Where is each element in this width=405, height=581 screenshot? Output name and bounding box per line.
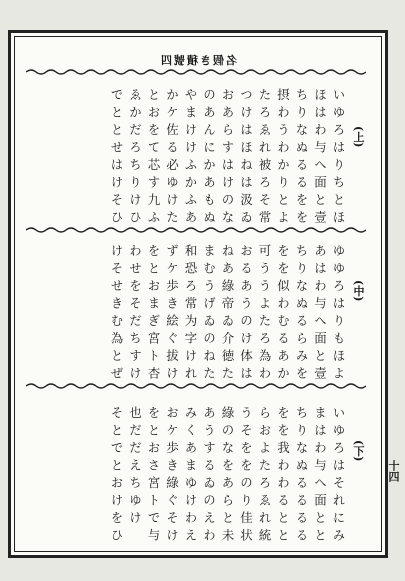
kana-column: つけはほねは汲ゐ xyxy=(238,88,254,228)
wavy-divider-top xyxy=(26,68,366,76)
kana-column: ちりなぬるらみを xyxy=(294,244,309,384)
kana-column: そとでとおけをひ xyxy=(109,406,124,546)
kana-column: まむうげゐのねた xyxy=(201,244,217,384)
kana-column: ちりなぬるるをを xyxy=(294,88,309,228)
kana-column: 綠のなをあらと未 xyxy=(220,406,235,546)
kana-column: 和恐ろ常为字けれ xyxy=(183,244,198,384)
kana-column: わせをそだちすけ xyxy=(127,244,143,384)
wavy-divider-middle xyxy=(26,226,366,234)
section-lower xyxy=(24,406,370,546)
kana-column: いゆろはそれにみ xyxy=(331,406,346,546)
section-upper xyxy=(24,88,370,248)
book-page xyxy=(8,30,388,558)
section-label: (上) xyxy=(352,126,365,148)
kana-column: あはわ与へ面と壹 xyxy=(312,244,328,384)
kana-column: 摂わうわかりとよ xyxy=(275,88,291,228)
kana-column: ちりなぬるるるる xyxy=(294,406,309,546)
kana-column: ずケ歩き絵ぐ拔け xyxy=(164,244,180,384)
kana-column: をとおさ宮トで与 xyxy=(146,406,161,546)
character-columns xyxy=(110,244,345,384)
kana-column: とおをて芯す九ふ xyxy=(146,88,161,228)
kana-column: ほはわ与へ面と壹 xyxy=(312,88,328,228)
kana-column: らおよたろゑれ統 xyxy=(257,406,272,546)
character-columns xyxy=(110,406,345,546)
kana-column: あうするゐのえわ xyxy=(201,406,217,546)
kana-column: ねあ綠帝ゐ介徳た xyxy=(220,244,235,384)
character-columns xyxy=(110,88,345,228)
kana-column: いゆろはりちとほ xyxy=(331,88,346,228)
kana-column: のあんにかあもぬ xyxy=(201,88,217,228)
section-middle xyxy=(24,244,370,394)
kana-column: をを我わわるとと xyxy=(275,406,291,546)
kana-column: おあらすはけのな xyxy=(220,88,235,228)
page-number: 十四 xyxy=(387,460,400,482)
kana-column: 可ううよたろ為わ xyxy=(257,244,272,384)
wavy-divider-lower xyxy=(26,382,366,390)
kana-column: けそせきむ為とぜ xyxy=(109,244,124,384)
kana-column: 也だだえちゆけ xyxy=(127,406,143,529)
kana-column: やまけけふかふあ xyxy=(183,88,198,228)
section-label: (下) xyxy=(352,440,365,462)
kana-column: うそををのり佳状 xyxy=(238,406,254,546)
kana-column: ゑかだろちりけひ xyxy=(127,88,143,228)
kana-column: をを似わむるあか xyxy=(275,244,291,384)
kana-column: ゆゆろはりもほよ xyxy=(331,244,346,384)
kana-column: まはわ与へ面とと xyxy=(312,406,328,546)
kana-column: をとおまぎ宮ト杏 xyxy=(146,244,161,384)
kana-column: たろゑれ被ろそ常 xyxy=(257,88,272,228)
kana-column: おケ歩き綠ぐそけ xyxy=(164,406,180,546)
kana-column: みくあまゆけわえ xyxy=(183,406,198,546)
page-title: 名假き積號四 xyxy=(159,54,237,67)
kana-column: おるあうのけ体は xyxy=(238,244,254,384)
section-label: (中) xyxy=(352,280,365,302)
kana-column: かケ佐る必ゆけた xyxy=(164,88,180,228)
kana-column: でととせはけそひ xyxy=(109,88,124,228)
